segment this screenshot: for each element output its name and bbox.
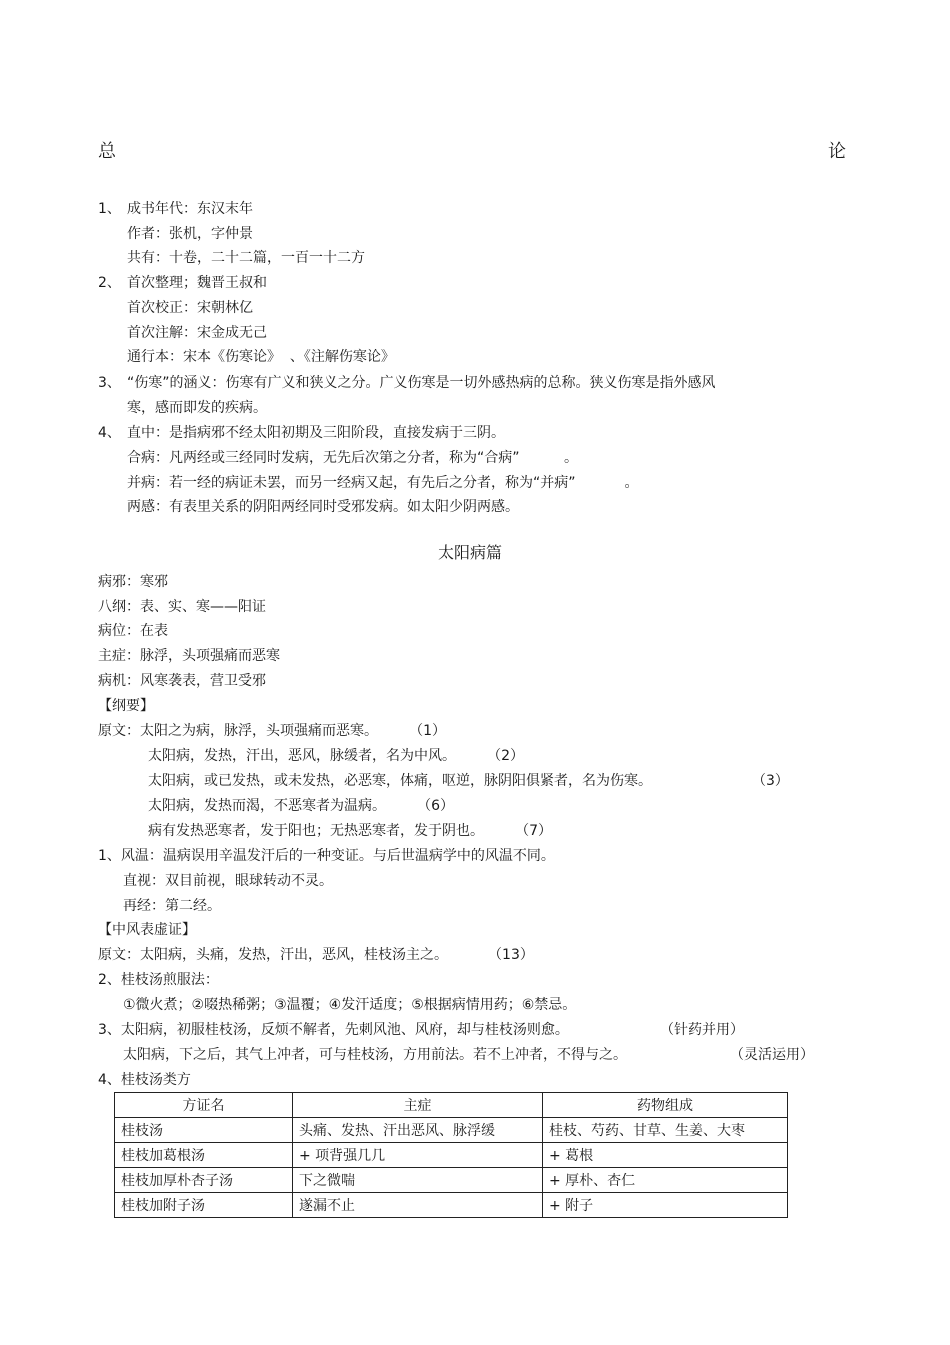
text-line: 3、太阳病，初服桂枝汤，反烦不解者，先刺风池、风府，却与桂枝汤则愈。 [98,1022,569,1038]
guizhi-formula-table [114,1092,788,1218]
table-cell: 下之微喘 [293,1168,543,1193]
table-header: 方证名 [115,1093,293,1118]
list-number: 2、 [98,275,121,291]
text-line: 八纲：表、实、寒——阳证 [98,599,266,615]
list-item: 首次整理；魏晋王叔和 [127,275,267,291]
table-cell: 桂枝加厚朴杏子汤 [115,1168,293,1193]
table-cell: + 附子 [543,1193,788,1218]
text-line: 原文：太阳病，头痛，发热，汗出，恶风，桂枝汤主之。 （13） [98,947,534,963]
text-line: 病邪：寒邪 [98,574,168,590]
list-item: 成书年代：东汉末年 [127,201,253,217]
text-line: 太阳病，发热，汗出，恶风，脉缓者，名为中风。 （2） [148,748,525,764]
heading-zhongfeng: 【中风表虚证】 [98,922,196,938]
clause-number: （3） [752,773,789,789]
list-number: 1、 [98,201,121,217]
side-note: （针药并用） [660,1022,744,1038]
text-line: 病有发热恶寒者，发于阳也；无热恶寒者，发于阴也。 （7） [148,823,553,839]
table-row [115,1193,788,1218]
list-item: 作者：张机，字仲景 [127,226,253,242]
list-item: 并病：若一经的病证未罢，而另一经病又起，有先后之分者，称为“并病” 。 [127,475,639,491]
text-line: 4、桂枝汤类方 [98,1072,191,1088]
table-cell: 头痛、发热、汗出恶风、脉浮缓 [293,1118,543,1143]
list-number: 3、 [98,375,121,391]
text-line: 原文：太阳之为病，脉浮，头项强痛而恶寒。 （1） [98,723,447,739]
table-header: 药物组成 [543,1093,788,1118]
table-cell: 桂枝汤 [115,1118,293,1143]
table-header-row [115,1093,788,1118]
text-line: 病机：风寒袭表，营卫受邪 [98,673,266,689]
list-item: 首次注解：宋金成无己 [127,325,267,341]
table-cell: 遂漏不止 [293,1193,543,1218]
table-cell: + 葛根 [543,1143,788,1168]
list-item: 寒，感而即发的疾病。 [127,400,267,416]
text-line: 直视：双目前视，眼球转动不灵。 [123,873,333,889]
text-line: 病位：在表 [98,623,168,639]
text-line: 2、桂枝汤煎服法： [98,972,219,988]
text-line: 再经：第二经。 [123,898,221,914]
list-item: “伤寒”的涵义：伤寒有广义和狭义之分。广义伤寒是一切外感热病的总称。狭义伤寒是指外感风 [127,375,716,391]
table-row [115,1118,788,1143]
table-cell: 桂枝、芍药、甘草、生姜、大枣 [543,1118,788,1143]
text-line: 主症：脉浮，头项强痛而恶寒 [98,648,280,664]
heading-gangyao: 【纲要】 [98,698,154,714]
table-cell: + 项背强几几 [293,1143,543,1168]
side-note: （灵活运用） [730,1047,814,1063]
title-left-char: 总 [98,141,116,162]
list-item: 两感：有表里关系的阴阳两经同时受邪发病。如太阳少阴两感。 [127,499,519,515]
text-line: 太阳病，下之后，其气上冲者，可与桂枝汤，方用前法。若不上冲者，不得与之。 [123,1047,627,1063]
title-right-char: 论 [828,141,846,162]
list-item: 共有：十卷，二十二篇，一百一十二方 [127,250,365,266]
section-title: 太阳病篇 [437,543,502,562]
list-item: 通行本：宋本《伤寒论》 、《注解伤寒论》 [127,349,395,365]
table-cell: + 厚朴、杏仁 [543,1168,788,1193]
table-cell: 桂枝加葛根汤 [115,1143,293,1168]
text-line: 太阳病，发热而渴，不恶寒者为温病。 （6） [148,798,455,814]
text-line: 太阳病，或已发热，或未发热，必恶寒，体痛，呕逆，脉阴阳俱紧者，名为伤寒。 [148,773,652,789]
table-cell: 桂枝加附子汤 [115,1193,293,1218]
table-header: 主症 [293,1093,543,1118]
list-item: 合病：凡两经或三经同时发病，无先后次第之分者，称为“合病” 。 [127,450,579,466]
text-line: 1、风温：温病误用辛温发汗后的一种变证。与后世温病学中的风温不同。 [98,848,555,864]
list-item: 首次校正：宋朝林亿 [127,300,253,316]
list-item: 直中：是指病邪不经太阳初期及三阳阶段，直接发病于三阴。 [127,425,505,441]
table-row [115,1143,788,1168]
table-row [115,1168,788,1193]
list-number: 4、 [98,425,121,441]
text-line: ①微火煮；②啜热稀粥；③温覆；④发汗适度；⑤根据病情用药；⑥禁忌。 [123,997,577,1013]
